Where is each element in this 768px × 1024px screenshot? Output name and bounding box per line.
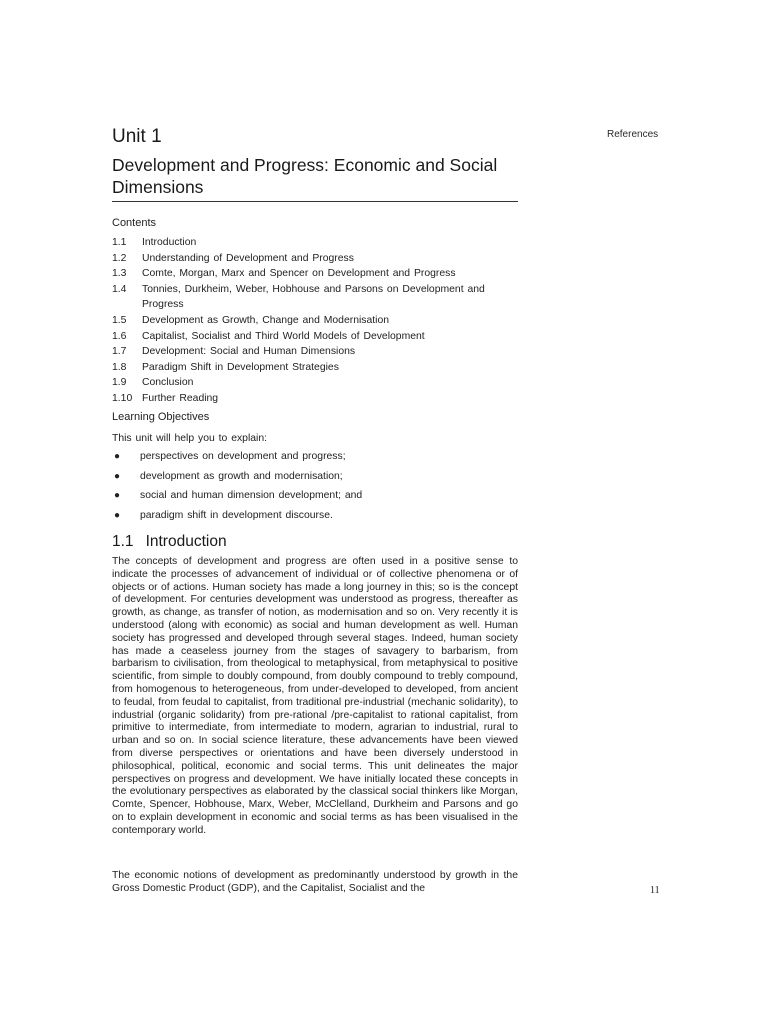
- toc-item-text: Paradigm Shift in Development Strategies: [142, 361, 339, 373]
- bullet-icon: ●: [114, 490, 121, 502]
- toc-item-text: Further Reading: [142, 392, 219, 404]
- toc-item-number: 1.6: [112, 330, 127, 342]
- toc-item-number: 1.1: [112, 237, 127, 248]
- toc-item-number: 1.2: [112, 252, 127, 264]
- toc-item-text: Development as Growth, Change and Modernisation: [142, 314, 390, 326]
- toc-item-number: 1.7: [112, 346, 127, 358]
- toc-item-number: 1.8: [112, 361, 127, 373]
- objective-text: social and human dimension development; and: [140, 490, 363, 502]
- bullet-icon: ●: [114, 451, 121, 462]
- toc-item-number: 1.3: [112, 268, 127, 280]
- page-number: 11: [650, 885, 660, 896]
- toc-item: [112, 329, 522, 345]
- references-label: References: [607, 129, 659, 140]
- bullet-icon: ●: [114, 510, 121, 522]
- objective-text: perspectives on development and progress;: [140, 451, 346, 462]
- section-number: 1.1: [112, 533, 134, 550]
- toc-item-number: 1.9: [112, 377, 127, 389]
- table-of-contents: [112, 235, 522, 407]
- objective-item: [112, 471, 522, 491]
- contents-heading: Contents: [112, 217, 157, 229]
- unit-label: Unit 1: [112, 126, 162, 147]
- paragraph: The economic notions of development as predominantly understood by growth in the Gross Domestic Product (GDP), and the Capitalist, Socialist and the: [112, 870, 518, 894]
- objective-text: paradigm shift in development discourse.: [140, 510, 333, 522]
- toc-item-text: Capitalist, Socialist and Third World Models of Development: [142, 330, 425, 342]
- objective-text: development as growth and modernisation;: [140, 470, 343, 482]
- toc-item: [112, 360, 522, 376]
- toc-item: [112, 344, 522, 360]
- learning-objectives-heading: Learning Objectives: [112, 411, 210, 423]
- toc-item-text: Introduction: [142, 237, 197, 248]
- toc-item: [112, 251, 522, 267]
- toc-item: [112, 313, 522, 329]
- toc-item-text: Conclusion: [142, 377, 194, 389]
- toc-item: [112, 282, 522, 313]
- section-heading: [112, 533, 227, 551]
- toc-item: [112, 235, 522, 251]
- toc-item-text: Understanding of Development and Progress: [142, 252, 354, 264]
- paragraph: The concepts of development and progress are often used in a positive sense to indicate the processes of advancement of individual or of collective phenomena or of objects or of actions. Human society has made a long journey in this; so is the concept of development. For centuries development was understood as progress, thereafter as growth, as change, as transfer of notion, as modernisation and so on. Very recently it is understood (along with economic) as social and human development as well. Human society has progressed and developed through several stages. Indeed, human society has made a ceaseless journey from the stages of savagery to barbarism, from barbarism to civilisation, from theological to metaphysical, from metaphysical to positive scientific, from simple to doubly compound, from doubly compound to trebly compound, from homogenous to heterogeneous, from under-developed to developed, from ancient to feudal, from feudal to capitalist, from traditional pre-industrial (mechanic solidarity), to industrial (organic solidarity) from pre-rational /pre-capitalist to rational capitalist, from primitive to intermediate, from intermediate to modern, agrarian to industrial, rural to urban and so on. In social science literature, these advancements have been viewed from diverse perspectives or orientations and have been diversely understood in philosophical, political, economic and social terms. This unit delineates the major perspectives on progress and development. We have initially located these concepts in the evolutionary perspectives as elaborated by the classical social thinkers like Morgan, Comte, Spencer, Hobhouse, Marx, Weber, McClelland, Durkheim and Parsons and go on to explain development in economic and social terms as has been visualised in the contemporary world.: [112, 556, 518, 836]
- objective-item: [112, 490, 522, 510]
- title-divider: [112, 201, 518, 202]
- section-title: Introduction: [145, 533, 227, 550]
- toc-item: [112, 266, 522, 282]
- toc-item: [112, 375, 522, 391]
- learning-objectives-intro: This unit will help you to explain:: [112, 433, 268, 444]
- toc-item-number: 1.4: [112, 283, 127, 295]
- toc-item-text: Development: Social and Human Dimensions: [142, 346, 356, 358]
- bullet-icon: ●: [114, 470, 121, 482]
- toc-item-text: Tonnies, Durkheim, Weber, Hobhouse and Parsons on Development and Progress: [142, 283, 485, 311]
- toc-item-text: Comte, Morgan, Marx and Spencer on Development and Progress: [142, 268, 456, 280]
- objective-item: [112, 451, 522, 471]
- toc-item-number: 1.10: [112, 392, 133, 404]
- unit-title: Development and Progress: Economic and Social Dimensions: [112, 155, 498, 197]
- objective-item: [112, 510, 522, 530]
- learning-objectives-list: [112, 451, 522, 530]
- toc-item: [112, 391, 522, 407]
- toc-item-number: 1.5: [112, 314, 127, 326]
